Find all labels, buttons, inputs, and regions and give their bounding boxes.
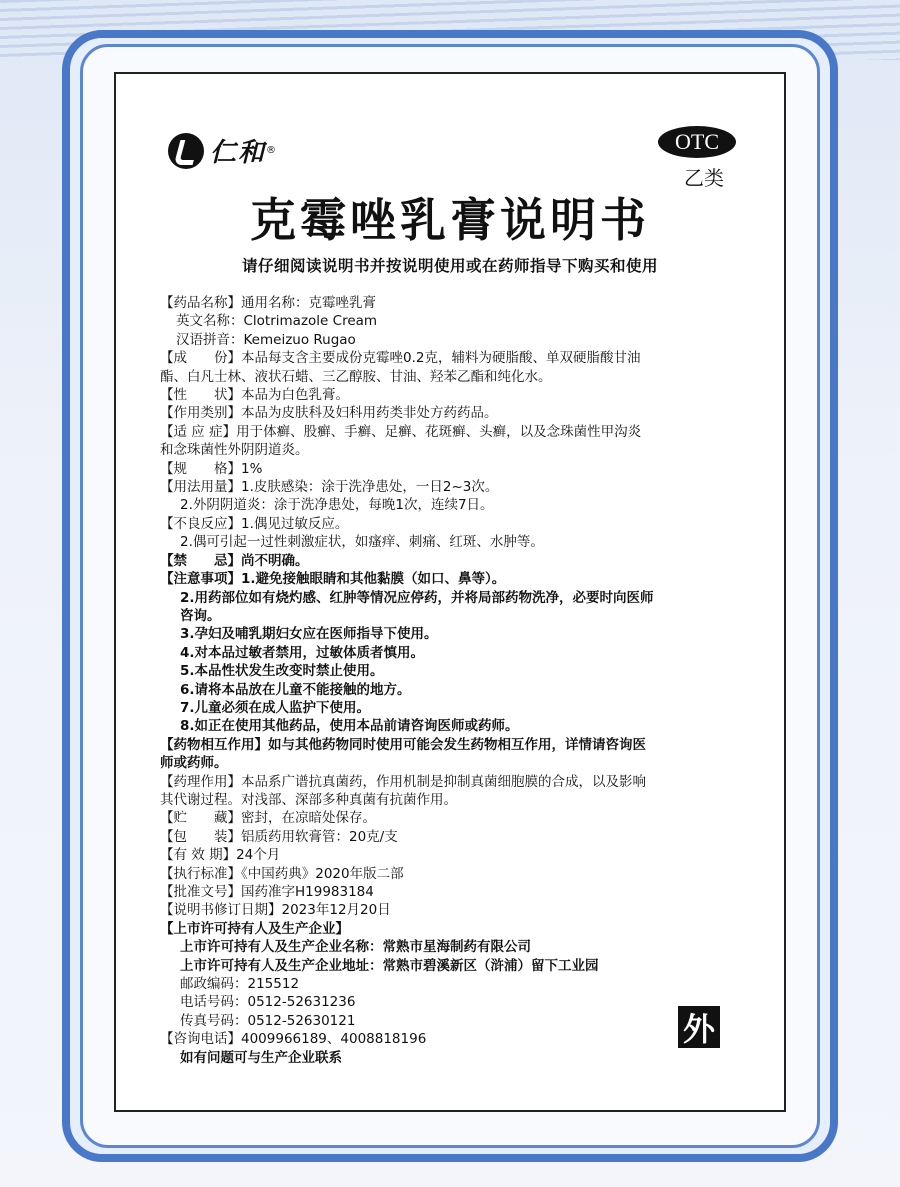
text-line: 【说明书修订日期】2023年12月20日 <box>160 902 391 919</box>
otc-badge: OTC <box>658 126 736 158</box>
text-line: 【上市许可持有人及生产企业】 <box>160 920 349 937</box>
page-subtitle: 请仔细阅读说明书并按说明使用或在药师指导下购买和使用 <box>241 257 658 275</box>
text-line: 电话号码：0512-52631236 <box>180 994 356 1011</box>
text-line: 2.偶可引起一过性刺激症状，如瘙痒、刺痛、红斑、水肿等。 <box>180 534 544 551</box>
external-use-mark: 外 <box>678 1006 720 1048</box>
brand-name: 仁和 <box>210 138 267 168</box>
text-line: 【批准文号】国药准字H19983184 <box>160 884 374 900</box>
brand-mark-icon <box>168 133 204 169</box>
text-line: 【不良反应】1.偶见过敏反应。 <box>160 515 349 532</box>
text-line: 【包 装】铝质药用软膏管：20克/支 <box>160 828 398 845</box>
text-line: 3.孕妇及哺乳期妇女应在医师指导下使用。 <box>180 626 438 643</box>
registered-mark: ® <box>266 145 277 156</box>
text-line: 【贮 藏】密封，在凉暗处保存。 <box>160 810 376 827</box>
text-line: 英文名称：Clotrimazole Cream <box>176 313 378 330</box>
leaflet-paper <box>114 72 786 1112</box>
text-line: 酯、白凡士林、液状石蜡、三乙醇胺、甘油、羟苯乙酯和纯化水。 <box>160 368 552 385</box>
text-line: 【有 效 期】24个月 <box>160 847 281 864</box>
text-line: 【药物相互作用】如与其他药物同时使用可能会发生药物相互作用，详情请咨询医 <box>160 736 646 753</box>
leaflet-content <box>160 294 760 1067</box>
text-line: 【规 格】1% <box>160 460 263 477</box>
text-line: 【作用类别】本品为皮肤科及妇科用药类非处方药药品。 <box>160 405 498 422</box>
text-line: 【执行标准】《中国药典》2020年版二部 <box>160 865 404 882</box>
text-line: 【注意事项】1.避免接触眼睛和其他黏膜（如口、鼻等）。 <box>160 571 506 588</box>
text-line: 6.请将本品放在儿童不能接触的地方。 <box>180 681 411 698</box>
text-line: 5.本品性状发生改变时禁止使用。 <box>180 663 384 680</box>
text-line: 【性 状】本品为白色乳膏。 <box>160 387 349 404</box>
text-line: 8.如正在使用其他药品，使用本品前请咨询医师或药师。 <box>180 718 519 735</box>
text-line: 上市许可持有人及生产企业名称：常熟市星海制药有限公司 <box>180 939 531 956</box>
text-line: 邮政编码：215512 <box>180 976 300 993</box>
text-line: 其代谢过程。对浅部、深部多种真菌有抗菌作用。 <box>160 791 457 808</box>
text-line: 【成 份】本品每支含主要成份克霉唑0.2克，辅料为硬脂酸、单双硬脂酸甘油 <box>160 350 641 367</box>
text-line: 【禁 忌】尚不明确。 <box>160 552 309 569</box>
brand-logo <box>168 132 276 169</box>
text-line: 【药理作用】本品系广谱抗真菌药，作用机制是抑制真菌细胞膜的合成，以及影响 <box>160 773 646 790</box>
text-line: 2.外阴阴道炎：涂于洗净患处，每晚1次，连续7日。 <box>180 497 494 514</box>
text-line: 如有问题可与生产企业联系 <box>180 1049 342 1066</box>
text-line: 师或药师。 <box>160 755 228 772</box>
text-line: 7.儿童必须在成人监护下使用。 <box>180 699 371 716</box>
text-line: 和念珠菌性外阴阴道炎。 <box>160 442 309 459</box>
text-line: 【药品名称】通用名称：克霉唑乳膏 <box>160 295 376 311</box>
text-line: 2.用药部位如有烧灼感、红肿等情况应停药，并将局部药物洗净，必要时向医师 <box>180 589 654 606</box>
otc-class: 乙类 <box>684 166 724 190</box>
text-line: 汉语拼音：Kemeizuo Rugao <box>176 331 356 348</box>
text-line: 咨询。 <box>180 607 221 624</box>
text-line: 4.对本品过敏者禁用，过敏体质者慎用。 <box>180 644 425 661</box>
page-title: 克霉唑乳膏说明书 <box>250 193 650 247</box>
text-line: 【咨询电话】4009966189、4008818196 <box>160 1031 427 1048</box>
text-line: 【用法用量】1.皮肤感染：涂于洗净患处，一日2~3次。 <box>160 479 499 496</box>
text-line: 上市许可持有人及生产企业地址：常熟市碧溪新区（浒浦）留下工业园 <box>180 957 599 974</box>
text-line: 传真号码：0512-52630121 <box>180 1012 356 1029</box>
text-line: 【适 应 症】用于体癣、股癣、手癣、足癣、花斑癣、头癣，以及念珠菌性甲沟炎 <box>160 423 642 440</box>
